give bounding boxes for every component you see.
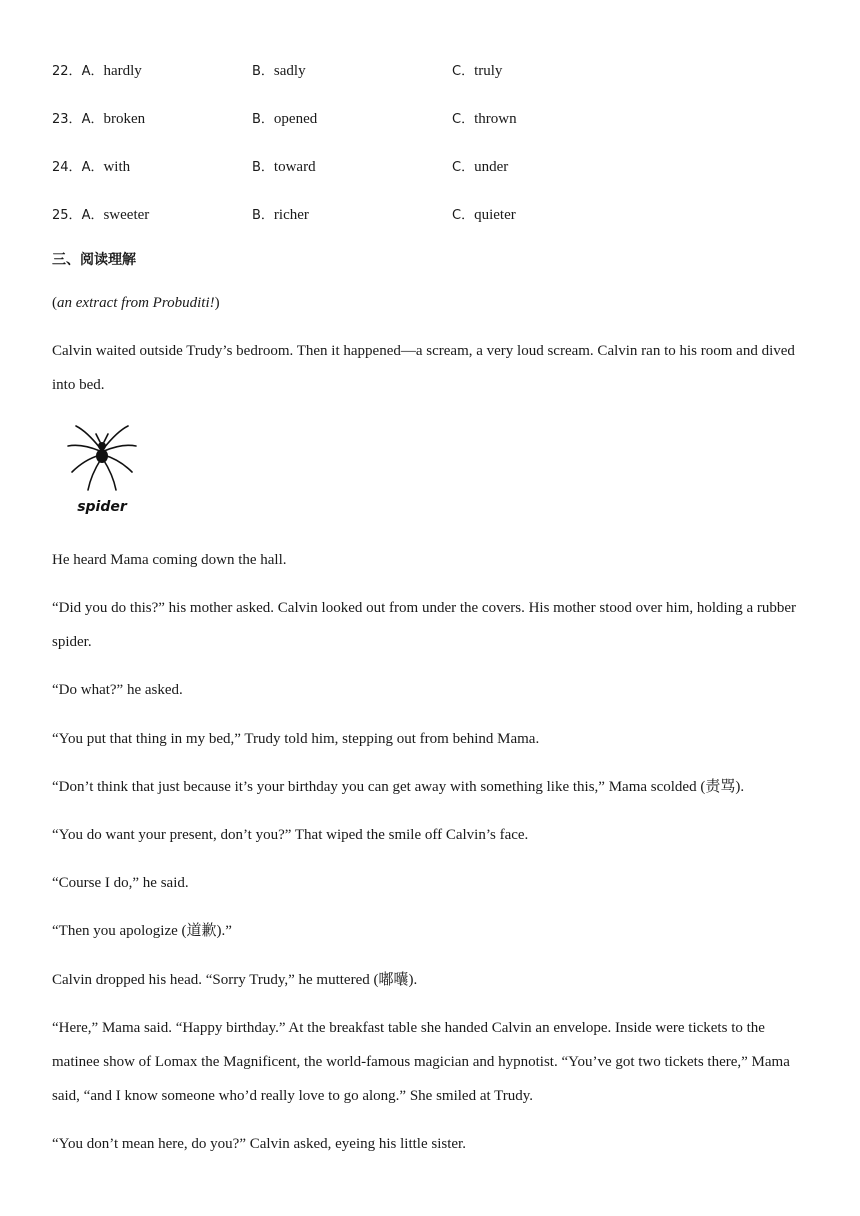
section-heading: 三、阅读理解 [52, 252, 136, 268]
paragraph: “Course I do,” he said. [52, 875, 189, 891]
option-a: 22．A．hardly [52, 63, 142, 79]
paragraph: “You put that thing in my bed,” Trudy told him, stepping out from behind Mama. [52, 731, 540, 747]
option-b-text: opened [273, 111, 318, 127]
option-b: B．richer [252, 207, 309, 223]
paragraph: “Here,” Mama said. “Happy birthday.” At the breakfast table she handed Calvin an envelope. Inside were tickets to the matinee show of Lomax the Magnificent, the world-famous magician and hypnotist. “You’ve got two tickets there,” Mama said, “and I know someone who’d really love to go along.” She smiled at Trudy. [52, 1020, 790, 1104]
source-title: an extract from Probuditi! [57, 295, 215, 311]
source-line: (an extract from Probuditi!) [52, 295, 220, 311]
paragraph: “You don’t mean here, do you?” Calvin asked, eyeing his little sister. [52, 1136, 466, 1152]
option-c-text: truly [474, 63, 503, 79]
question-number: 23 [52, 112, 69, 127]
option-c-text: quieter [474, 207, 516, 223]
option-a: 23．A．broken [52, 111, 146, 127]
option-b-text: toward [273, 159, 316, 175]
option-c-text: thrown [474, 111, 517, 127]
option-b-text: sadly [273, 63, 306, 79]
option-b: B．sadly [252, 63, 306, 79]
option-b: B．toward [252, 159, 316, 175]
option-c: C．quieter [452, 207, 516, 223]
option-c: C．truly [452, 63, 503, 79]
paragraph: Calvin waited outside Trudy’s bedroom. Then it happened—a scream, a very loud scream. Calvin ran to his room and dived into bed. [52, 343, 795, 393]
question-number: 25 [52, 208, 69, 223]
option-a-text: with [103, 159, 131, 175]
option-a: 24．A．with [52, 159, 131, 175]
option-c-text: under [474, 159, 509, 175]
paragraph: “Then you apologize (道歉).” [52, 923, 232, 939]
option-a-text: hardly [103, 63, 142, 79]
spider-image [62, 418, 142, 518]
question-number: 22 [52, 64, 69, 79]
option-b-text: richer [273, 207, 309, 223]
option-a: 25．A．sweeter [52, 207, 150, 223]
option-a-text: sweeter [103, 207, 150, 223]
spider-body [96, 449, 108, 463]
paragraph: “You do want your present, don’t you?” That wiped the smile off Calvin’s face. [52, 827, 529, 843]
spider-head [98, 442, 106, 450]
paragraph: “Do what?” he asked. [52, 682, 183, 698]
option-b: B．opened [252, 111, 318, 127]
paragraph: “Did you do this?” his mother asked. Calvin looked out from under the covers. His mother stood over him, holding a rubber spider. [52, 600, 797, 650]
question-number: 24 [52, 160, 69, 175]
paragraph: “Don’t think that just because it’s your birthday you can get away with something like this,” Mama scolded (责骂). [52, 779, 745, 795]
paragraph: Calvin dropped his head. “Sorry Trudy,” he muttered (嘟囔). [52, 972, 418, 988]
option-a-text: broken [103, 111, 146, 127]
spider-caption: spider [77, 499, 127, 515]
option-c: C．under [452, 159, 509, 175]
paragraph: He heard Mama coming down the hall. [52, 552, 287, 568]
option-c: C．thrown [452, 111, 517, 127]
